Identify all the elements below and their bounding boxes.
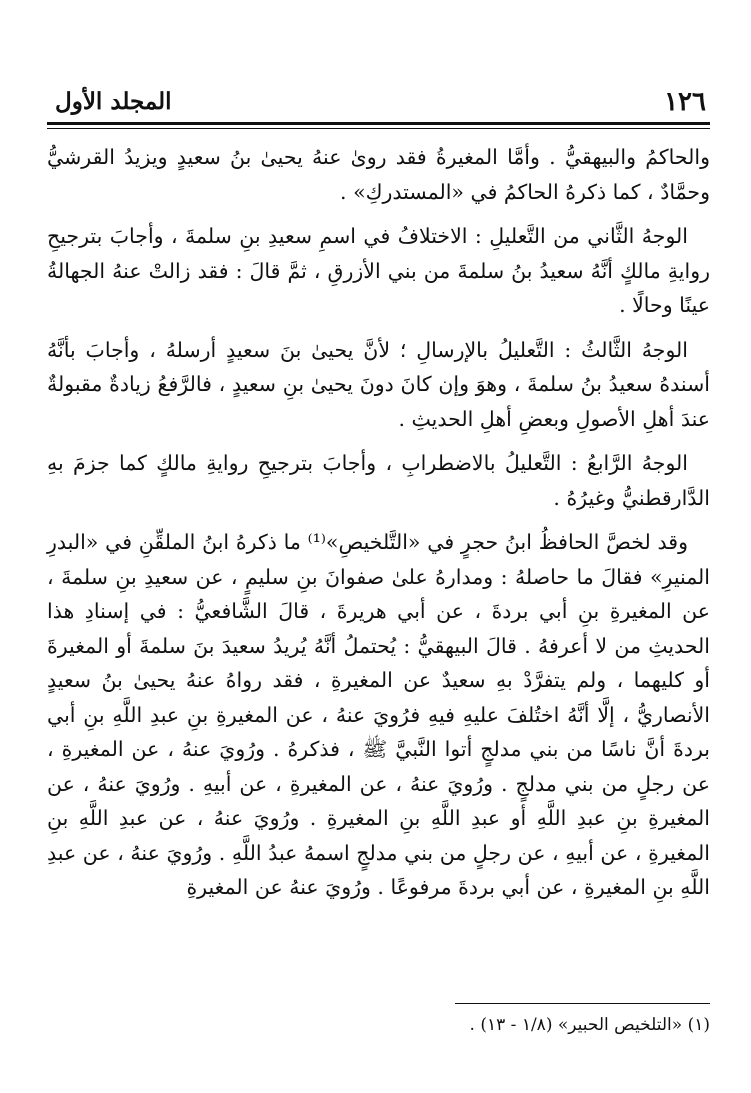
footnote: (١) «التلخيص الحبير» (١/٨ - ١٣) .: [469, 1015, 710, 1035]
paragraph-fourth-aspect: الوجهُ الرَّابعُ : التَّعليلُ بالاضطرابِ ، وأجابَ بترجيحِ روايةِ مالكٍ كما جزمَ بهِ الدَّارقطنيُّ وغيرُهُ .: [47, 451, 710, 510]
header-rule-thick: [47, 122, 710, 125]
paragraph-continuation: والحاكمُ والبيهقيُّ . وأمَّا المغيرةُ فقد روىٰ عنهُ يحيىٰ بنُ سعيدٍ ويزيدُ القرشيُّ وحمَّادٌ ، كما ذكرهُ الحاكمُ في «المستدركِ» .: [47, 145, 710, 204]
paragraph-talkhis-summary: وقد لخصَّ الحافظُ ابنُ حجرٍ في «التَّلخيصِ»⁽¹⁾ ما ذكرهُ ابنُ الملقِّنِ في «البدرِ المنيرِ» فقالَ ما حاصلهُ : ومدارهُ علىٰ صفوانَ بنِ سليمٍ ، عن سعيدِ بنِ سلمةَ ، عن المغيرةِ بنِ أبي بردةَ ، عن أبي هريرةَ ، قالَ الشَّافعيُّ : في إسنادِ هذا الحديثِ من لا أعرفهُ . قالَ البيهقيُّ : يُحتملُ أنَّهُ يُريدُ سعيدَ بنَ سلمةَ أو المغيرةَ أو كليهما ، ولم يتفرَّدْ بهِ سعيدٌ عن المغيرةِ ، فقد رواهُ عنهُ يحيىٰ بنُ سعيدٍ الأنصاريُّ ، إلَّا أنَّهُ اختُلفَ عليهِ فيهِ فرُويَ عنهُ ، عن المغيرةِ بنِ عبدِ اللَّهِ بنِ أبي بردةَ أنَّ ناسًا من بني مدلجٍ أتوا النَّبيَّ ﷺ ، فذكرهُ . ورُويَ عنهُ ، عن المغيرةِ ، عن رجلٍ من بني مدلجٍ . ورُويَ عنهُ ، عن المغيرةِ ، عن أبيهِ . ورُويَ عنهُ ، عن المغيرةِ بنِ عبدِ اللَّهِ أو عبدِ اللَّهِ بنِ المغيرةِ . ورُويَ عنهُ ، عن عبدِ اللَّهِ بنِ المغيرةِ ، عن أبيهِ ، عن رجلٍ من بني مدلجٍ اسمهُ عبدُ اللَّهِ . ورُويَ عنهُ ، عن عبدِ اللَّهِ بنِ المغيرةِ ، عن أبي بردةَ مرفوعًا . ورُويَ عنهُ عن المغيرةِ: [47, 530, 710, 899]
page-header: [47, 84, 710, 120]
footnote-separator: [455, 1003, 710, 1004]
header-rule-thin: [47, 128, 710, 129]
paragraph-second-aspect: الوجهُ الثَّاني من التَّعليلِ : الاختلافُ في اسمِ سعيدِ بنِ سلمةَ ، وأجابَ بترجيحِ روايةِ مالكٍ أنَّهُ سعيدُ بنُ سلمةَ من بني الأزرقِ ، ثمَّ قالَ : فقد زالتْ عنهُ الجهالةُ عينًا وحالًا .: [47, 224, 710, 317]
body-text: [47, 140, 710, 905]
paragraph-third-aspect: الوجهُ الثَّالثُ : التَّعليلُ بالإرسالِ ؛ لأنَّ يحيىٰ بنَ سعيدٍ أرسلهُ ، وأجابَ بأنَّهُ أسندهُ سعيدُ بنُ سلمةَ ، وهوَ وإن كانَ دونَ يحيىٰ بنِ سعيدٍ ، فالرَّفعُ زيادةٌ مقبولةٌ عندَ أهلِ الأصولِ وبعضِ أهلِ الحديثِ .: [47, 337, 710, 431]
volume-title: المجلد الأول: [55, 88, 172, 115]
page-number: ١٢٦: [664, 87, 706, 117]
